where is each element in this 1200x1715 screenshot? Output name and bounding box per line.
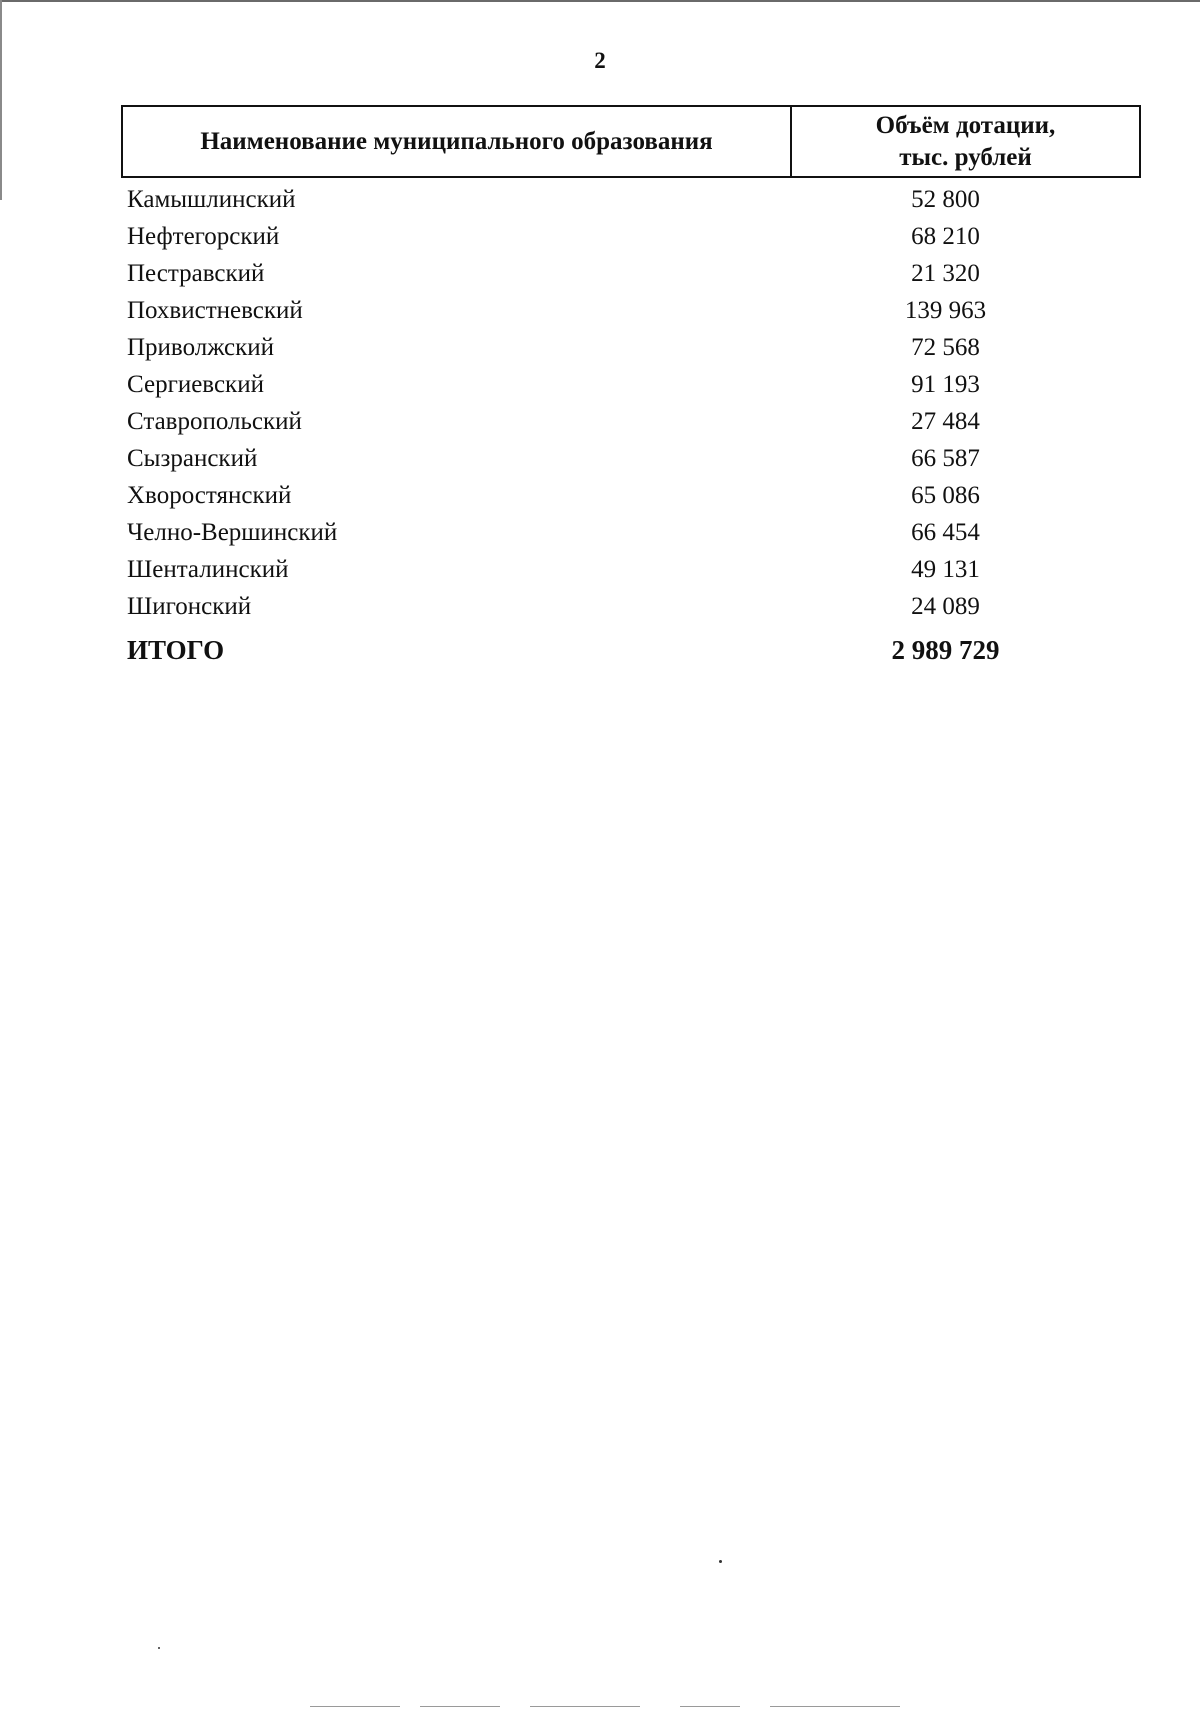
table-row bbox=[121, 551, 1141, 588]
table-row bbox=[121, 366, 1141, 403]
table-row bbox=[121, 255, 1141, 292]
header-subsidy-amount bbox=[792, 107, 1139, 176]
table-row bbox=[121, 514, 1141, 551]
subsidy-amount: 24 089 bbox=[911, 592, 980, 620]
table-row bbox=[121, 403, 1141, 440]
municipality-name: Ставропольский bbox=[127, 407, 302, 435]
scan-border-top bbox=[0, 0, 1200, 2]
subsidy-amount: 52 800 bbox=[911, 185, 980, 213]
total-amount: 2 989 729 bbox=[891, 635, 1000, 665]
municipality-name: Сызранский bbox=[127, 444, 258, 472]
municipality-name: Похвистневский bbox=[127, 296, 303, 324]
municipality-name: Камышлинский bbox=[127, 185, 296, 213]
table-row bbox=[121, 329, 1141, 366]
municipality-name: Челно-Вершинский bbox=[127, 518, 338, 546]
scan-border-bottom bbox=[310, 1706, 400, 1707]
subsidy-amount: 49 131 bbox=[911, 555, 980, 583]
subsidy-amount: 27 484 bbox=[911, 407, 980, 435]
header-municipality-name: Наименование муниципального образования bbox=[123, 107, 792, 176]
subsidy-amount: 68 210 bbox=[911, 222, 980, 250]
table-row bbox=[121, 292, 1141, 329]
scan-speck bbox=[719, 1560, 722, 1563]
scan-border-bottom bbox=[770, 1706, 900, 1707]
subsidy-amount: 72 568 bbox=[911, 333, 980, 361]
total-label: ИТОГО bbox=[127, 635, 225, 665]
municipality-name: Хворостянский bbox=[127, 481, 292, 509]
scan-border-bottom bbox=[680, 1706, 740, 1707]
table-row bbox=[121, 440, 1141, 477]
municipality-name: Приволжский bbox=[127, 333, 275, 361]
subsidy-amount: 65 086 bbox=[911, 481, 980, 509]
table-row bbox=[121, 588, 1141, 625]
header-amount-line2: тыс. рублей bbox=[899, 143, 1032, 171]
total-row bbox=[121, 635, 1141, 666]
table-body bbox=[121, 181, 1141, 625]
table-row bbox=[121, 181, 1141, 218]
page-number: 2 bbox=[594, 48, 606, 73]
table-header bbox=[121, 105, 1141, 178]
subsidy-amount: 139 963 bbox=[904, 296, 987, 324]
scan-border-bottom bbox=[420, 1706, 500, 1707]
municipality-name: Шигонский bbox=[127, 592, 252, 620]
table-row bbox=[121, 477, 1141, 514]
subsidy-amount: 66 587 bbox=[911, 444, 980, 472]
header-amount-line1: Объём дотации, bbox=[875, 111, 1056, 139]
subsidy-amount: 66 454 bbox=[911, 518, 980, 546]
municipality-name: Пестравский bbox=[127, 259, 265, 287]
scan-border-bottom bbox=[530, 1706, 640, 1707]
subsidy-amount: 91 193 bbox=[911, 370, 980, 398]
subsidy-amount: 21 320 bbox=[911, 259, 980, 287]
scan-border-left bbox=[0, 0, 2, 200]
municipality-name: Шенталинский bbox=[127, 555, 289, 583]
municipality-name: Сергиевский bbox=[127, 370, 264, 398]
scan-speck bbox=[158, 1647, 160, 1649]
municipality-name: Нефтегорский bbox=[127, 222, 280, 250]
table-row bbox=[121, 218, 1141, 255]
